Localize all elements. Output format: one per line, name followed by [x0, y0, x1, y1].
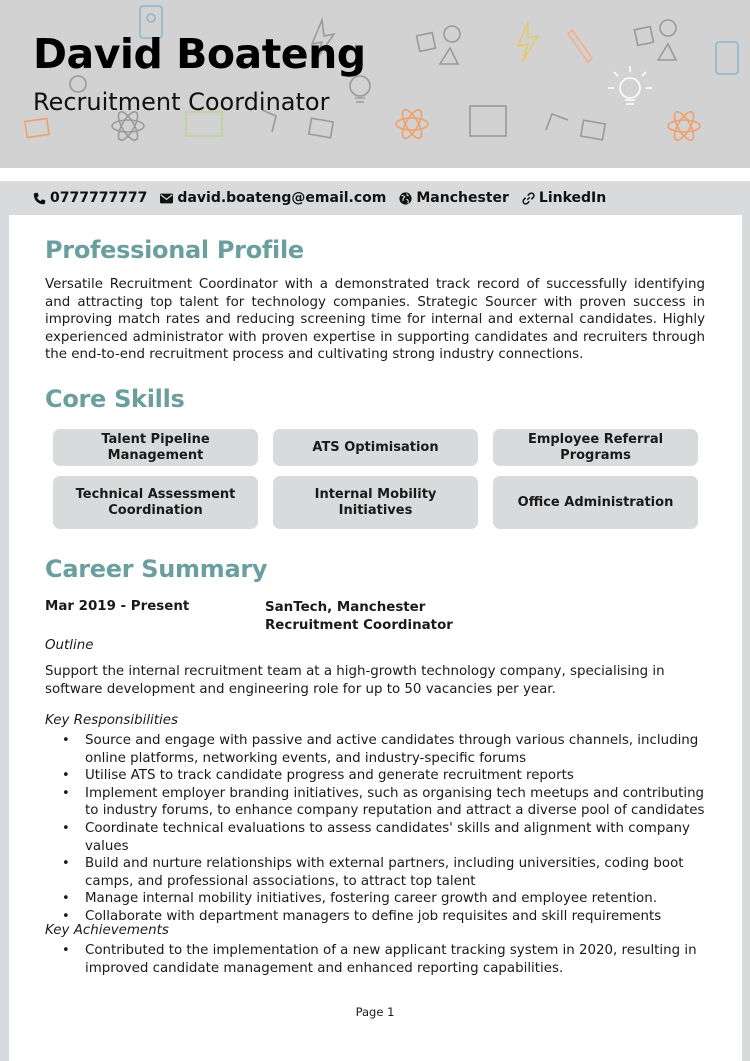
bullet-icon: •: [62, 768, 70, 784]
bullet-icon: •: [62, 733, 70, 748]
candidate-title: Recruitment Coordinator: [33, 88, 330, 116]
bullet-icon: •: [62, 943, 70, 958]
list-item: [45, 890, 705, 908]
contact-linkedin[interactable]: [522, 190, 606, 206]
job-employer-block: [265, 599, 453, 634]
list-item-text: Implement employer branding initiatives, such as organising tech meetups and contributing to industry forums, to enhance company reputation and attract a diverse pool of candidates: [85, 785, 705, 819]
page-number: Page 1: [355, 1005, 395, 1019]
list-item-text: Build and nurture relationships with external partners, including universities, coding boot camps, and professional associations, to attract top talent: [85, 856, 684, 889]
contact-bar: [0, 181, 750, 215]
skill-chip: Talent Pipeline Management: [53, 429, 258, 466]
section-heading-profile: Professional Profile: [45, 236, 304, 264]
list-item: [45, 942, 705, 977]
email-text: david.boateng@email.com: [177, 190, 387, 206]
list-item: [45, 820, 705, 855]
header-gap: [0, 168, 750, 181]
bullet-icon: •: [62, 908, 70, 924]
contact-location[interactable]: [399, 190, 509, 206]
list-item: [45, 732, 705, 767]
list-item-text: Collaborate with department managers to define job requisites and skill requirements: [85, 908, 662, 924]
globe-icon: [399, 192, 412, 205]
bullet-icon: •: [62, 891, 70, 907]
skill-chip: Technical Assessment Coordination: [53, 476, 258, 529]
achievements-label: Key Achievements: [45, 923, 169, 938]
responsibilities-list: [45, 732, 705, 926]
list-item-text: Source and engage with passive and active candidates through various channels, including online platforms, networking events, and industry-specific forums: [85, 733, 699, 766]
skills-grid: [53, 429, 698, 529]
job-company: SanTech, Manchester: [265, 600, 426, 615]
list-item-text: Utilise ATS to track candidate progress and generate recruitment reports: [85, 768, 574, 784]
phone-text: 0777777777: [50, 190, 148, 206]
location-text: Manchester: [416, 190, 509, 206]
job-position: Recruitment Coordinator: [265, 617, 453, 633]
bullet-icon: •: [62, 856, 70, 872]
achievements-list: [45, 942, 705, 977]
list-item: [45, 767, 705, 785]
list-item-text: Contributed to the implementation of a new applicant tracking system in 2020, resulting in improved candidate management and enhanced reporting capabilities.: [85, 943, 697, 976]
header-banner: [0, 0, 750, 168]
envelope-icon: [160, 193, 173, 204]
link-icon: [522, 192, 535, 205]
skill-chip: Employee Referral Programs: [493, 429, 698, 466]
job-dates: Mar 2019 - Present: [45, 599, 190, 614]
decorative-icons-pattern: [0, 0, 750, 168]
candidate-name: David Boateng: [33, 30, 366, 78]
responsibilities-label: Key Responsibilities: [45, 713, 178, 728]
list-item-text: Coordinate technical evaluations to assess candidates' skills and alignment with company values: [85, 820, 690, 854]
contact-email[interactable]: [160, 190, 386, 206]
linkedin-text: LinkedIn: [538, 190, 607, 206]
bullet-icon: •: [62, 820, 70, 836]
list-item-text: Manage internal mobility initiatives, fostering career growth and employee retention.: [85, 891, 657, 907]
skill-chip: Office Administration: [493, 476, 698, 529]
list-item: [45, 785, 705, 820]
phone-icon: [33, 192, 46, 205]
contact-phone[interactable]: [33, 190, 147, 206]
section-heading-career: Career Summary: [45, 555, 268, 583]
skill-chip: Internal Mobility Initiatives: [273, 476, 478, 529]
list-item: [45, 855, 705, 890]
section-heading-skills: Core Skills: [45, 385, 185, 413]
profile-paragraph: Versatile Recruitment Coordinator with a demonstrated track record of successfully identifying and attracting top talent for technology companies. Strategic Sourcer with proven success in improving match rates and reducing screening time for internal and external candidates. Highly experienced administrator with proven expertise in supporting candidates and recruiters through the end-to-end recruitment process and cultivating strong industry connections.: [45, 277, 705, 363]
outline-text: Support the internal recruitment team at a high-growth technology company, specialising in software development and engineering role for up to 50 vacancies per year.: [45, 664, 665, 697]
outline-label: Outline: [45, 638, 94, 653]
skill-chip: ATS Optimisation: [273, 429, 478, 466]
bullet-icon: •: [62, 785, 70, 801]
